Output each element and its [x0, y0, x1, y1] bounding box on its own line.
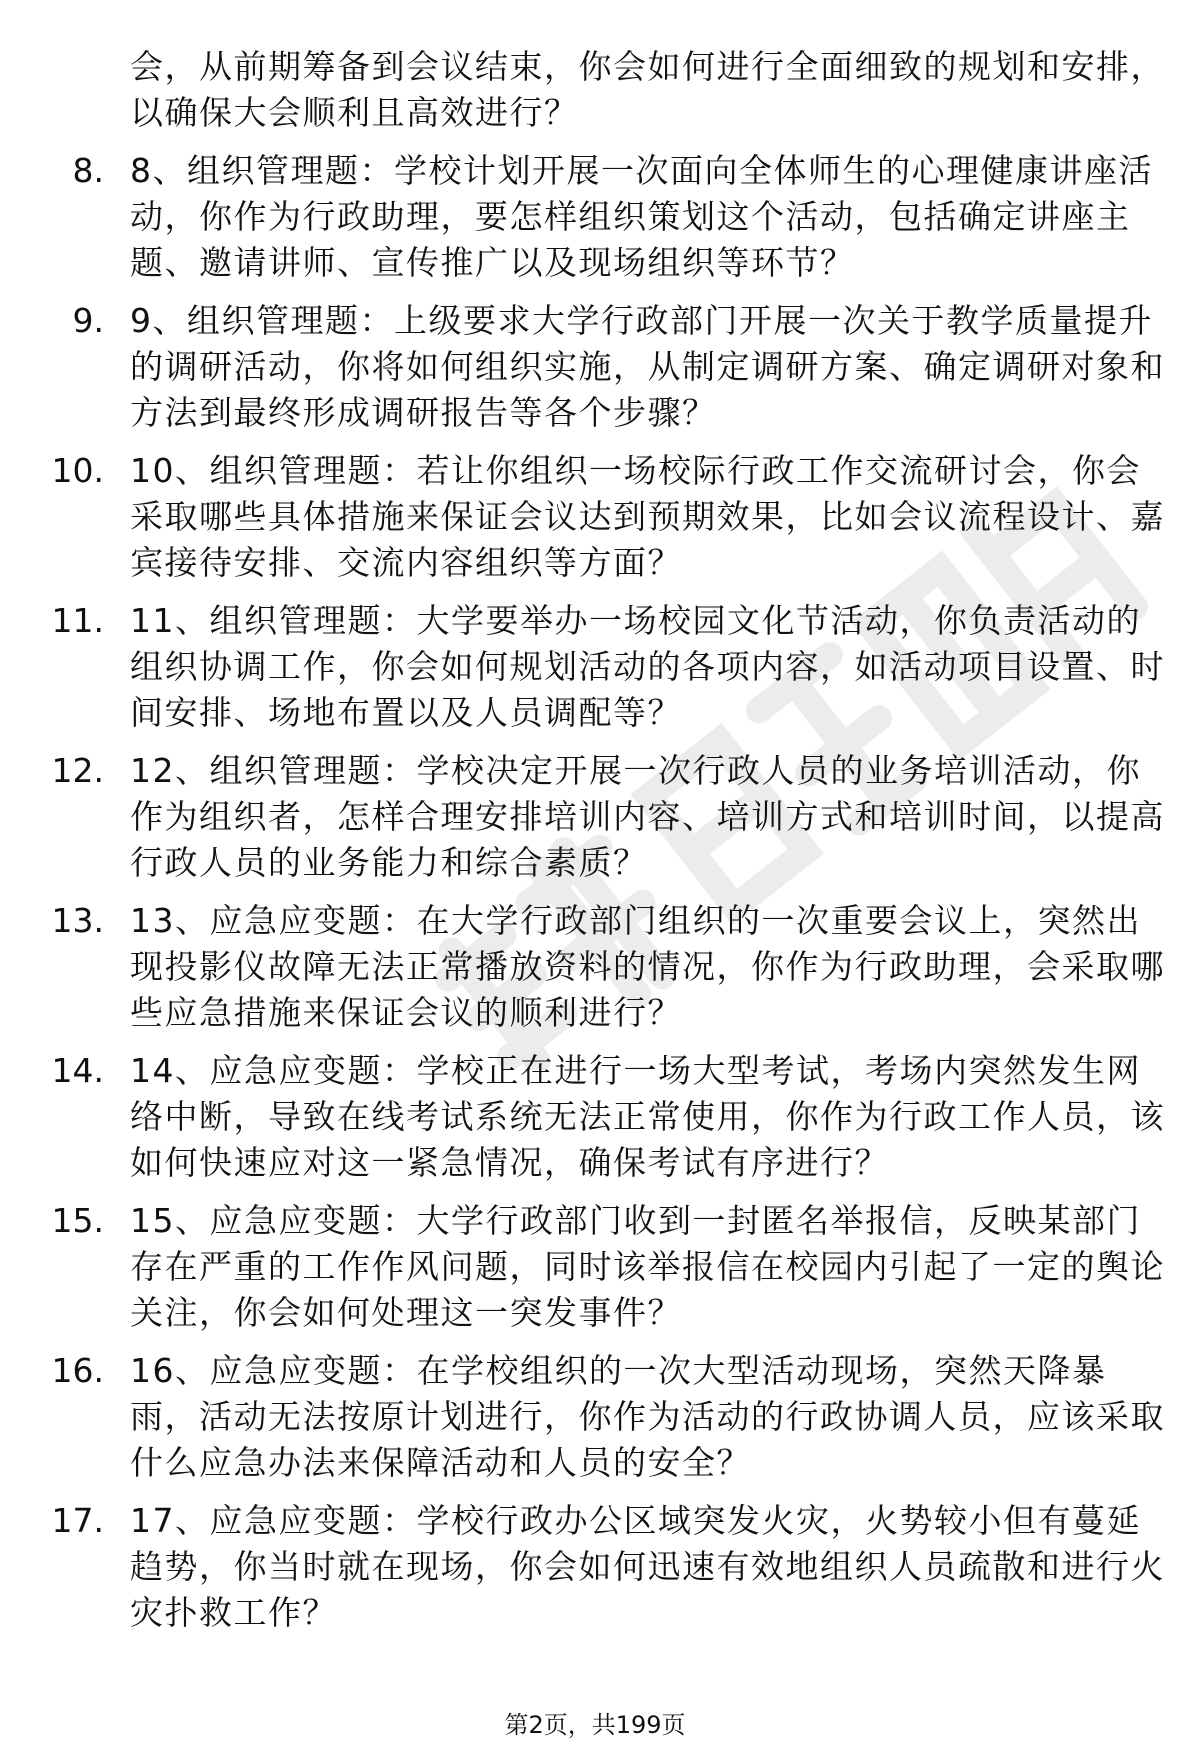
list-item	[0, 448, 1190, 586]
question-text: 9、组织管理题：上级要求大学行政部门开展一次关于教学质量提升的调研活动，你将如何组织实施，从制定调研方案、确定调研对象和方法到最终形成调研报告等各个步骤？	[130, 301, 1165, 432]
list-number: 14.	[51, 1051, 104, 1090]
list-number: 9.	[72, 301, 104, 340]
question-text: 8、组织管理题：学校计划开展一次面向全体师生的心理健康讲座活动，你作为行政助理，要怎样组织策划这个活动，包括确定讲座主题、邀请讲师、宣传推广以及现场组织等环节？	[130, 151, 1153, 282]
question-text: 12、组织管理题：学校决定开展一次行政人员的业务培训活动，你作为组织者，怎样合理安排培训内容、培训方式和培训时间，以提高行政人员的业务能力和综合素质？	[130, 751, 1165, 882]
list-number: 10.	[51, 451, 104, 490]
continuation-paragraph	[0, 44, 1190, 136]
question-text: 10、组织管理题：若让你组织一场校际行政工作交流研讨会，你会采取哪些具体措施来保证会议达到预期效果，比如会议流程设计、嘉宾接待安排、交流内容组织等方面？	[130, 451, 1165, 582]
question-text: 11、组织管理题：大学要举办一场校园文化节活动，你负责活动的组织协调工作，你会如何规划活动的各项内容，如活动项目设置、时间安排、场地布置以及人员调配等？	[130, 601, 1165, 732]
list-number: 17.	[51, 1501, 104, 1540]
list-item	[0, 148, 1190, 286]
list-number: 15.	[51, 1201, 104, 1240]
list-item	[0, 1048, 1190, 1186]
list-item	[0, 1198, 1190, 1336]
continuation-text: 会，从前期筹备到会议结束，你会如何进行全面细致的规划和安排，以确保大会顺利且高效进行？	[130, 47, 1165, 132]
list-number: 12.	[51, 751, 104, 790]
list-number: 11.	[51, 601, 104, 640]
list-number: 16.	[51, 1351, 104, 1390]
list-item	[0, 748, 1190, 886]
list-item	[0, 1498, 1190, 1636]
question-text: 15、应急应变题：大学行政部门收到一封匿名举报信，反映某部门存在严重的工作作风问题，同时该举报信在校园内引起了一定的舆论关注，你会如何处理这一突发事件？	[130, 1201, 1165, 1332]
question-text: 17、应急应变题：学校行政办公区域突发火灾，火势较小但有蔓延趋势，你当时就在现场，你会如何迅速有效地组织人员疏散和进行火灾扑救工作？	[130, 1501, 1165, 1632]
list-item	[0, 298, 1190, 436]
list-number: 8.	[72, 151, 104, 190]
list-item	[0, 1348, 1190, 1486]
question-text: 13、应急应变题：在大学行政部门组织的一次重要会议上，突然出现投影仪故障无法正常播放资料的情况，你作为行政助理，会采取哪些应急措施来保证会议的顺利进行？	[130, 901, 1165, 1032]
list-item	[0, 598, 1190, 736]
question-text: 14、应急应变题：学校正在进行一场大型考试，考场内突然发生网络中断，导致在线考试系统无法正常使用，你作为行政工作人员，该如何快速应对这一紧急情况，确保考试有序进行？	[130, 1051, 1165, 1182]
page-footer: 第2页，共199页	[504, 1711, 686, 1739]
question-list	[0, 44, 1190, 1648]
list-item	[0, 898, 1190, 1036]
list-number: 13.	[51, 901, 104, 940]
question-text: 16、应急应变题：在学校组织的一次大型活动现场，突然天降暴雨，活动无法按原计划进行，你作为活动的行政协调人员，应该采取什么应急办法来保障活动和人员的安全？	[130, 1351, 1165, 1482]
